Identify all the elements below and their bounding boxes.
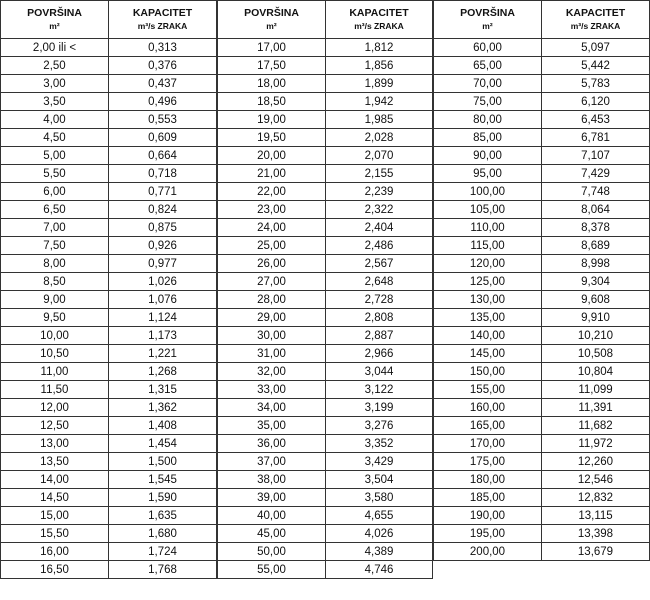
area-cell: 2,50 xyxy=(1,57,109,75)
capacity-cell: 6,120 xyxy=(542,93,650,111)
area-cell: 20,00 xyxy=(218,147,326,165)
area-capacity-table-1 xyxy=(0,0,217,579)
capacity-cell: 0,977 xyxy=(109,255,217,273)
area-cell: 125,00 xyxy=(434,273,542,291)
table-row xyxy=(434,327,650,345)
table-row xyxy=(218,543,433,561)
capacity-cell: 1,680 xyxy=(109,525,217,543)
capacity-cell: 2,648 xyxy=(326,273,433,291)
area-cell: 170,00 xyxy=(434,435,542,453)
table-row xyxy=(434,381,650,399)
table-row xyxy=(434,363,650,381)
area-cell: 14,00 xyxy=(1,471,109,489)
area-cell: 22,00 xyxy=(218,183,326,201)
area-cell: 135,00 xyxy=(434,309,542,327)
area-cell: 55,00 xyxy=(218,561,326,579)
table-row xyxy=(218,435,433,453)
table-row xyxy=(1,363,217,381)
table-row xyxy=(1,129,217,147)
table-row xyxy=(434,273,650,291)
capacity-cell: 1,454 xyxy=(109,435,217,453)
capacity-cell: 3,352 xyxy=(326,435,433,453)
table-row xyxy=(1,39,217,57)
capacity-cell: 1,124 xyxy=(109,309,217,327)
area-cell: 4,50 xyxy=(1,129,109,147)
area-cell: 7,00 xyxy=(1,219,109,237)
table-row xyxy=(1,165,217,183)
capacity-cell: 2,322 xyxy=(326,201,433,219)
area-cell: 40,00 xyxy=(218,507,326,525)
table-row xyxy=(1,309,217,327)
capacity-cell: 13,115 xyxy=(542,507,650,525)
table-row xyxy=(1,273,217,291)
area-cell: 60,00 xyxy=(434,39,542,57)
table-row xyxy=(1,237,217,255)
capacity-cell: 2,486 xyxy=(326,237,433,255)
table-row xyxy=(1,507,217,525)
table-row xyxy=(218,417,433,435)
area-cell: 50,00 xyxy=(218,543,326,561)
table-row xyxy=(434,183,650,201)
table-row xyxy=(1,543,217,561)
area-cell: 130,00 xyxy=(434,291,542,309)
table-row xyxy=(1,435,217,453)
area-cell: 24,00 xyxy=(218,219,326,237)
capacity-cell: 11,099 xyxy=(542,381,650,399)
capacity-cell: 8,378 xyxy=(542,219,650,237)
table-row xyxy=(1,93,217,111)
capacity-cell: 0,437 xyxy=(109,75,217,93)
table-row xyxy=(218,507,433,525)
area-cell: 11,50 xyxy=(1,381,109,399)
area-cell: 195,00 xyxy=(434,525,542,543)
table-row xyxy=(218,561,433,579)
table-row xyxy=(218,201,433,219)
table-row xyxy=(1,291,217,309)
table-row xyxy=(218,129,433,147)
table-row xyxy=(434,39,650,57)
capacity-cell: 5,783 xyxy=(542,75,650,93)
capacity-cell: 2,728 xyxy=(326,291,433,309)
header-row xyxy=(434,1,650,39)
area-cell: 34,00 xyxy=(218,399,326,417)
table-row xyxy=(434,129,650,147)
area-cell: 200,00 xyxy=(434,543,542,561)
table-row xyxy=(1,327,217,345)
capacity-cell: 2,404 xyxy=(326,219,433,237)
area-cell: 10,50 xyxy=(1,345,109,363)
capacity-cell: 11,391 xyxy=(542,399,650,417)
area-cell: 175,00 xyxy=(434,453,542,471)
area-cell: 7,50 xyxy=(1,237,109,255)
header-area xyxy=(218,1,326,39)
capacity-cell: 10,508 xyxy=(542,345,650,363)
table-row xyxy=(434,75,650,93)
capacity-cell: 1,362 xyxy=(109,399,217,417)
area-cell: 70,00 xyxy=(434,75,542,93)
area-cell: 16,50 xyxy=(1,561,109,579)
capacity-cell: 1,590 xyxy=(109,489,217,507)
capacity-cell: 1,315 xyxy=(109,381,217,399)
capacity-cell: 7,107 xyxy=(542,147,650,165)
table-row xyxy=(1,111,217,129)
area-cell: 15,50 xyxy=(1,525,109,543)
capacity-cell: 6,781 xyxy=(542,129,650,147)
area-cell: 12,00 xyxy=(1,399,109,417)
capacity-cell: 0,926 xyxy=(109,237,217,255)
capacity-cell: 1,724 xyxy=(109,543,217,561)
area-cell: 145,00 xyxy=(434,345,542,363)
capacity-cell: 2,155 xyxy=(326,165,433,183)
table-row xyxy=(434,309,650,327)
area-cell: 39,00 xyxy=(218,489,326,507)
capacity-cell: 10,210 xyxy=(542,327,650,345)
area-cell: 6,00 xyxy=(1,183,109,201)
capacity-cell: 0,718 xyxy=(109,165,217,183)
table-row xyxy=(218,75,433,93)
table-row xyxy=(434,453,650,471)
capacity-cell: 0,664 xyxy=(109,147,217,165)
table-row xyxy=(218,471,433,489)
area-cell: 95,00 xyxy=(434,165,542,183)
area-cell: 45,00 xyxy=(218,525,326,543)
area-cell: 36,00 xyxy=(218,435,326,453)
area-cell: 3,00 xyxy=(1,75,109,93)
capacity-cell: 1,026 xyxy=(109,273,217,291)
table-row xyxy=(434,255,650,273)
area-cell: 65,00 xyxy=(434,57,542,75)
capacity-cell: 2,239 xyxy=(326,183,433,201)
capacity-cell: 10,804 xyxy=(542,363,650,381)
header-capacity-unit: m³/s ZRAKA xyxy=(137,20,188,31)
capacity-cell: 11,972 xyxy=(542,435,650,453)
table-row xyxy=(1,345,217,363)
capacity-cell: 2,567 xyxy=(326,255,433,273)
capacity-cell: 1,768 xyxy=(109,561,217,579)
header-area-label: POVRŠINA xyxy=(244,6,299,19)
capacity-cell: 3,044 xyxy=(326,363,433,381)
capacity-cell: 0,609 xyxy=(109,129,217,147)
area-cell: 6,50 xyxy=(1,201,109,219)
table-row xyxy=(218,237,433,255)
capacity-cell: 11,682 xyxy=(542,417,650,435)
table-row xyxy=(218,219,433,237)
capacity-cell: 12,546 xyxy=(542,471,650,489)
capacity-cell: 0,376 xyxy=(109,57,217,75)
table-row xyxy=(434,399,650,417)
area-cell: 185,00 xyxy=(434,489,542,507)
table-row xyxy=(434,435,650,453)
table-row xyxy=(434,291,650,309)
table-row xyxy=(218,327,433,345)
table-row xyxy=(218,183,433,201)
header-capacity-unit: m³/s ZRAKA xyxy=(570,20,621,31)
area-cell: 28,00 xyxy=(218,291,326,309)
header-area xyxy=(1,1,109,39)
area-cell: 19,50 xyxy=(218,129,326,147)
table-row xyxy=(218,273,433,291)
capacity-cell: 7,748 xyxy=(542,183,650,201)
area-cell: 120,00 xyxy=(434,255,542,273)
capacity-cell: 0,875 xyxy=(109,219,217,237)
table-row xyxy=(1,399,217,417)
capacity-cell: 1,985 xyxy=(326,111,433,129)
capacity-cell: 0,313 xyxy=(109,39,217,57)
area-cell: 150,00 xyxy=(434,363,542,381)
capacity-cell: 0,496 xyxy=(109,93,217,111)
table-row xyxy=(434,219,650,237)
table-row xyxy=(434,165,650,183)
table-row xyxy=(218,111,433,129)
table-row xyxy=(1,525,217,543)
area-cell: 8,00 xyxy=(1,255,109,273)
area-cell: 16,00 xyxy=(1,543,109,561)
area-cell: 31,00 xyxy=(218,345,326,363)
area-cell: 18,00 xyxy=(218,75,326,93)
table-row xyxy=(218,363,433,381)
table-row xyxy=(1,417,217,435)
area-cell: 75,00 xyxy=(434,93,542,111)
capacity-cell: 3,580 xyxy=(326,489,433,507)
capacity-cell: 9,304 xyxy=(542,273,650,291)
table-row xyxy=(434,417,650,435)
capacity-cell: 3,429 xyxy=(326,453,433,471)
area-cell: 15,00 xyxy=(1,507,109,525)
area-cell: 38,00 xyxy=(218,471,326,489)
capacity-cell: 6,453 xyxy=(542,111,650,129)
area-cell: 140,00 xyxy=(434,327,542,345)
area-cell: 17,00 xyxy=(218,39,326,57)
capacity-cell: 1,635 xyxy=(109,507,217,525)
table-row xyxy=(218,489,433,507)
area-cell: 9,50 xyxy=(1,309,109,327)
table-row xyxy=(434,489,650,507)
area-cell: 12,50 xyxy=(1,417,109,435)
capacity-cell: 1,221 xyxy=(109,345,217,363)
table-row xyxy=(1,201,217,219)
capacity-cell: 3,276 xyxy=(326,417,433,435)
capacity-cell: 0,553 xyxy=(109,111,217,129)
capacity-cell: 1,408 xyxy=(109,417,217,435)
area-cell: 27,00 xyxy=(218,273,326,291)
header-area-unit: m² xyxy=(49,20,60,31)
area-cell: 33,00 xyxy=(218,381,326,399)
header-capacity-label: KAPACITET xyxy=(132,6,193,19)
capacity-cell: 1,173 xyxy=(109,327,217,345)
area-cell: 100,00 xyxy=(434,183,542,201)
capacity-cell: 4,026 xyxy=(326,525,433,543)
capacity-cell: 5,097 xyxy=(542,39,650,57)
table-row xyxy=(218,291,433,309)
area-cell: 19,00 xyxy=(218,111,326,129)
area-cell: 160,00 xyxy=(434,399,542,417)
table-row xyxy=(218,525,433,543)
capacity-cell: 12,260 xyxy=(542,453,650,471)
capacity-cell: 0,771 xyxy=(109,183,217,201)
table-row xyxy=(218,93,433,111)
header-area-unit: m² xyxy=(482,20,493,31)
area-cell: 29,00 xyxy=(218,309,326,327)
table-row xyxy=(434,57,650,75)
table-row xyxy=(218,381,433,399)
table-row xyxy=(434,471,650,489)
table-row xyxy=(218,147,433,165)
header-capacity-unit: m³/s ZRAKA xyxy=(354,20,404,31)
capacity-cell: 1,856 xyxy=(326,57,433,75)
area-cell: 26,00 xyxy=(218,255,326,273)
area-cell: 13,50 xyxy=(1,453,109,471)
area-cell: 80,00 xyxy=(434,111,542,129)
capacity-cell: 8,689 xyxy=(542,237,650,255)
header-row xyxy=(1,1,217,39)
table-row xyxy=(218,165,433,183)
capacity-cell: 2,070 xyxy=(326,147,433,165)
header-capacity xyxy=(326,1,433,39)
table-row xyxy=(434,93,650,111)
capacity-cell: 1,076 xyxy=(109,291,217,309)
table-row xyxy=(218,309,433,327)
table-row xyxy=(218,399,433,417)
capacity-cell: 7,429 xyxy=(542,165,650,183)
capacity-cell: 13,398 xyxy=(542,525,650,543)
capacity-cell: 8,998 xyxy=(542,255,650,273)
area-cell: 85,00 xyxy=(434,129,542,147)
area-cell: 5,00 xyxy=(1,147,109,165)
area-cell: 14,50 xyxy=(1,489,109,507)
header-area xyxy=(434,1,542,39)
area-cell: 90,00 xyxy=(434,147,542,165)
area-cell: 23,00 xyxy=(218,201,326,219)
area-cell: 2,00 ili < xyxy=(1,39,109,57)
area-cell: 155,00 xyxy=(434,381,542,399)
capacity-cell: 0,824 xyxy=(109,201,217,219)
header-capacity xyxy=(109,1,217,39)
capacity-cell: 1,500 xyxy=(109,453,217,471)
table-row xyxy=(218,39,433,57)
table-row xyxy=(1,453,217,471)
table-row xyxy=(1,255,217,273)
table-row xyxy=(218,345,433,363)
table-row xyxy=(434,111,650,129)
table-row xyxy=(1,471,217,489)
capacity-cell: 1,268 xyxy=(109,363,217,381)
header-capacity xyxy=(542,1,650,39)
area-cell: 190,00 xyxy=(434,507,542,525)
table-row xyxy=(218,453,433,471)
table-row xyxy=(434,201,650,219)
table-row xyxy=(1,147,217,165)
capacity-cell: 2,808 xyxy=(326,309,433,327)
header-area-label: POVRŠINA xyxy=(27,6,82,19)
capacity-cell: 2,887 xyxy=(326,327,433,345)
capacity-cell: 3,199 xyxy=(326,399,433,417)
header-capacity-label: KAPACITET xyxy=(565,6,626,19)
area-cell: 21,00 xyxy=(218,165,326,183)
area-cell: 25,00 xyxy=(218,237,326,255)
table-row xyxy=(434,525,650,543)
table-row xyxy=(434,345,650,363)
area-cell: 37,00 xyxy=(218,453,326,471)
capacity-cell: 8,064 xyxy=(542,201,650,219)
area-cell: 3,50 xyxy=(1,93,109,111)
area-cell: 11,00 xyxy=(1,363,109,381)
capacity-cell: 3,504 xyxy=(326,471,433,489)
table-row xyxy=(218,57,433,75)
table-row xyxy=(1,219,217,237)
capacity-cell: 12,832 xyxy=(542,489,650,507)
table-row xyxy=(1,489,217,507)
area-cell: 105,00 xyxy=(434,201,542,219)
capacity-cell: 1,942 xyxy=(326,93,433,111)
area-cell: 18,50 xyxy=(218,93,326,111)
capacity-cell: 1,812 xyxy=(326,39,433,57)
area-cell: 9,00 xyxy=(1,291,109,309)
area-cell: 35,00 xyxy=(218,417,326,435)
area-cell: 13,00 xyxy=(1,435,109,453)
capacity-cell: 9,910 xyxy=(542,309,650,327)
area-capacity-table-2 xyxy=(217,0,433,579)
table-row xyxy=(1,57,217,75)
capacity-cell: 1,545 xyxy=(109,471,217,489)
capacity-cell: 2,966 xyxy=(326,345,433,363)
table-row xyxy=(1,75,217,93)
area-cell: 115,00 xyxy=(434,237,542,255)
area-cell: 30,00 xyxy=(218,327,326,345)
capacity-cell: 5,442 xyxy=(542,57,650,75)
table-row xyxy=(434,543,650,561)
header-area-label: POVRŠINA xyxy=(460,6,515,19)
area-cell: 4,00 xyxy=(1,111,109,129)
area-cell: 32,00 xyxy=(218,363,326,381)
capacity-cell: 2,028 xyxy=(326,129,433,147)
area-cell: 10,00 xyxy=(1,327,109,345)
area-capacity-table-3 xyxy=(433,0,650,561)
table-row xyxy=(1,381,217,399)
table-row xyxy=(434,237,650,255)
capacity-cell: 13,679 xyxy=(542,543,650,561)
area-cell: 5,50 xyxy=(1,165,109,183)
area-cell: 17,50 xyxy=(218,57,326,75)
area-cell: 165,00 xyxy=(434,417,542,435)
area-cell: 110,00 xyxy=(434,219,542,237)
header-capacity-label: KAPACITET xyxy=(349,6,409,19)
capacity-cell: 4,746 xyxy=(326,561,433,579)
header-row xyxy=(218,1,433,39)
capacity-cell: 4,655 xyxy=(326,507,433,525)
table-row xyxy=(434,147,650,165)
capacity-cell: 9,608 xyxy=(542,291,650,309)
table-row xyxy=(1,561,217,579)
table-row xyxy=(218,255,433,273)
header-area-unit: m² xyxy=(266,20,277,31)
table-row xyxy=(434,507,650,525)
area-cell: 180,00 xyxy=(434,471,542,489)
table-row xyxy=(1,183,217,201)
capacity-cell: 3,122 xyxy=(326,381,433,399)
capacity-cell: 4,389 xyxy=(326,543,433,561)
area-cell: 8,50 xyxy=(1,273,109,291)
capacity-cell: 1,899 xyxy=(326,75,433,93)
